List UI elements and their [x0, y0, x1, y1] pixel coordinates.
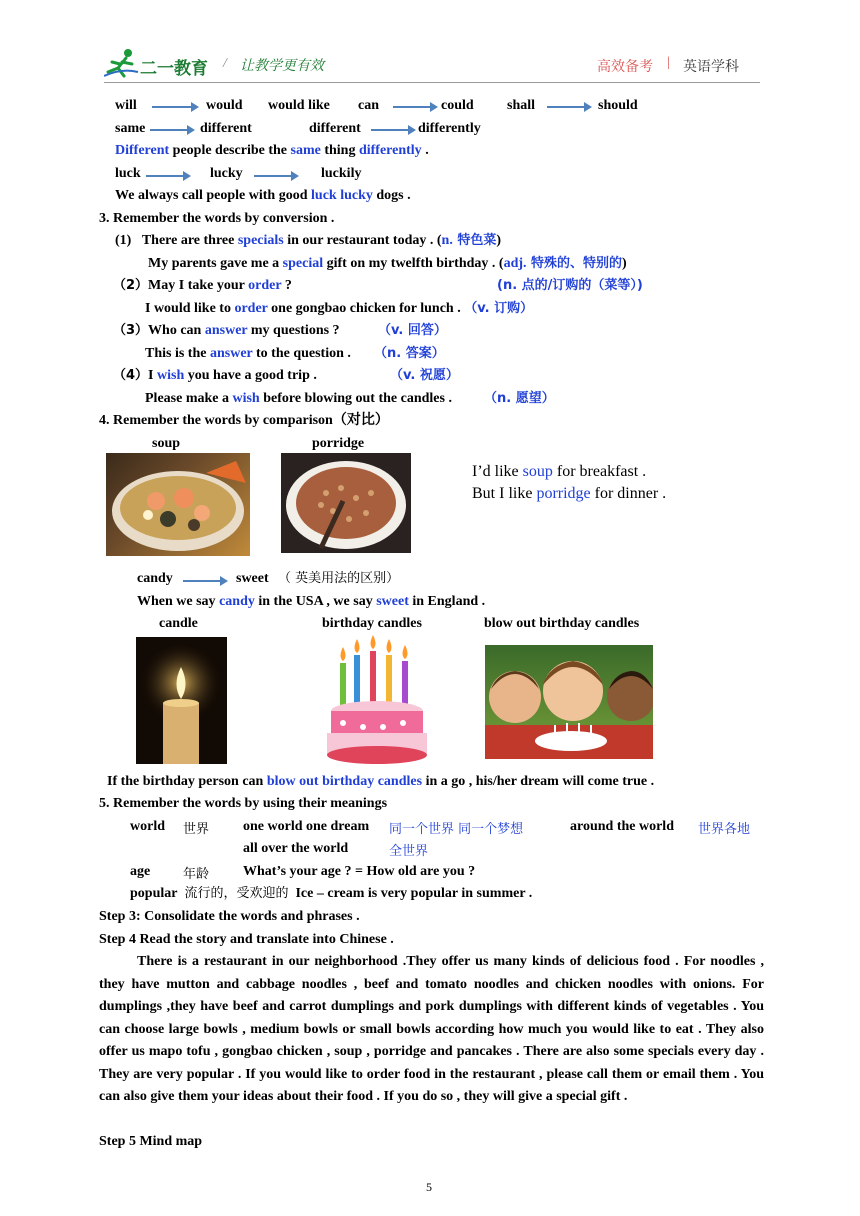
- label-birthday-candles: birthday candles: [322, 616, 422, 631]
- usage-note: （ 英美用法的区别）: [278, 571, 400, 586]
- section4-heading: 4. Remember the words by comparison（对比）: [99, 413, 389, 428]
- conv-line-4: I would like to order one gongbao chicken for lunch . （v. 订购）: [145, 301, 534, 316]
- conv-line-5: （3）Who can answer my questions ?: [113, 323, 340, 338]
- label-porridge: porridge: [312, 436, 365, 451]
- conv-note-5: （v. 回答）: [378, 323, 447, 338]
- header-slogan: 让教学更有效: [240, 58, 324, 74]
- sentence-lucky: We always call people with good luck lucky dogs .: [115, 188, 411, 203]
- word-can: can: [358, 98, 379, 113]
- header-divider: |: [667, 55, 670, 70]
- header-slash: /: [223, 56, 227, 71]
- conv-line-6: This is the answer to the question .: [145, 346, 351, 361]
- kids-blowing-candles-image: [485, 645, 653, 759]
- word-differently: differently: [418, 121, 481, 136]
- step5-heading: Step 5 Mind map: [99, 1134, 203, 1149]
- word-luck: luck: [115, 166, 141, 181]
- word-shall: shall: [507, 98, 536, 113]
- word-luckily: luckily: [321, 166, 362, 181]
- word-different: different: [200, 121, 252, 136]
- porridge-image: [281, 453, 411, 553]
- popular-line: popular 流行的，受欢迎的 Ice – cream is very popular in summer .: [130, 886, 533, 901]
- arrow-right-icon: [150, 129, 193, 131]
- soup-image: [106, 453, 250, 556]
- header-right-b: 英语学科: [683, 59, 739, 75]
- conv-line-1: (1) There are three specials in our restaurant today . (n. 特色菜): [115, 233, 502, 248]
- word-age: age: [130, 864, 151, 879]
- arrow-right-icon: [254, 175, 297, 177]
- all-over-cn: 全世界: [389, 844, 429, 859]
- section3-heading: 3. Remember the words by conversion .: [99, 211, 335, 226]
- section5-heading: 5. Remember the words by using their meanings: [99, 796, 388, 811]
- word-could: could: [441, 98, 474, 113]
- word-will: will: [115, 98, 137, 113]
- around-world: around the world: [570, 819, 674, 834]
- word-same: same: [115, 121, 146, 136]
- porridge-sentence: But I like porridge for dinner .: [472, 485, 667, 502]
- word-lucky: lucky: [210, 166, 243, 181]
- step4-heading: Step 4 Read the story and translate into Chinese .: [99, 932, 394, 947]
- word-would: would: [206, 98, 243, 113]
- conv-note-7: （v. 祝愿）: [390, 368, 459, 383]
- step3-heading: Step 3: Consolidate the words and phrases .: [99, 909, 360, 924]
- one-world-cn: 同一个世界 同一个梦想: [389, 822, 524, 837]
- word-world: world: [130, 819, 165, 834]
- around-world-cn: 世界各地: [698, 822, 751, 837]
- runner-logo-icon: [104, 46, 140, 80]
- one-world: one world one dream: [243, 819, 370, 834]
- word-candy: candy: [137, 571, 173, 586]
- age-cn: 年龄: [183, 867, 210, 882]
- word-different-2: different: [309, 121, 361, 136]
- page-number: 5: [426, 1180, 432, 1194]
- all-over: all over the world: [243, 841, 349, 856]
- age-question: What’s your age ? = How old are you ?: [243, 864, 476, 879]
- story-paragraph: There is a restaurant in our neighborhood .They offer us many kinds of delicious food . For noodles , they have mutton and cabbage noodles , beef and tomato noodles and chicken noodles with onions. For dumplings ,they have beef and carrot dumplings and pork dumplings with different kinds of vegetables . You can choose large bowls , medium bowls or small bowls according how much you would like to eat . They also offer us mapo tofu , gongbao chicken , soup , porridge and pancakes . There are also some specials every day . They are very popular . If you would like to order food in the restaurant , please call them or email them . You can also give them your ideas about their food . If you do so , they will give a special gift .: [99, 954, 764, 1104]
- label-soup: soup: [152, 436, 181, 451]
- word-sweet: sweet: [236, 571, 269, 586]
- word-would-like: would like: [268, 98, 330, 113]
- conv-note-3: (n. 点的/订购的（菜等）): [497, 278, 643, 293]
- conv-note-6: （n. 答案）: [374, 346, 445, 361]
- arrow-right-icon: [393, 106, 436, 108]
- arrow-right-icon: [152, 106, 197, 108]
- arrow-right-icon: [146, 175, 189, 177]
- candle-image: [136, 637, 227, 764]
- dream-sentence: If the birthday person can blow out birthday candles in a go , his/her dream will come true .: [107, 774, 655, 789]
- candy-sentence: When we say candy in the USA , we say sweet in England .: [137, 594, 486, 609]
- logo-text: 二一教育: [140, 59, 208, 79]
- header-right-a: 高效备考: [597, 59, 653, 75]
- world-cn: 世界: [183, 822, 210, 837]
- arrow-right-icon: [371, 129, 414, 131]
- sentence-different: Different people describe the same thing differently .: [115, 143, 429, 158]
- soup-sentence: I’d like soup for breakfast .: [472, 463, 647, 480]
- conv-line-7: （4）I wish you have a good trip .: [113, 368, 317, 383]
- logo: [104, 46, 216, 80]
- label-blow-out: blow out birthday candles: [484, 616, 640, 631]
- arrow-right-icon: [547, 106, 590, 108]
- cake-image: [323, 633, 431, 767]
- header-rule: [104, 82, 760, 83]
- label-candle: candle: [159, 616, 198, 631]
- arrow-right-icon: [183, 580, 226, 582]
- word-should: should: [598, 98, 638, 113]
- conv-line-3: （2）May I take your order ?: [113, 278, 292, 293]
- conv-line-2: My parents gave me a special gift on my twelfth birthday . (adj. 特殊的、特别的): [148, 256, 627, 271]
- conv-note-8: （n. 愿望）: [484, 391, 555, 406]
- conv-line-8: Please make a wish before blowing out the candles .: [145, 391, 452, 406]
